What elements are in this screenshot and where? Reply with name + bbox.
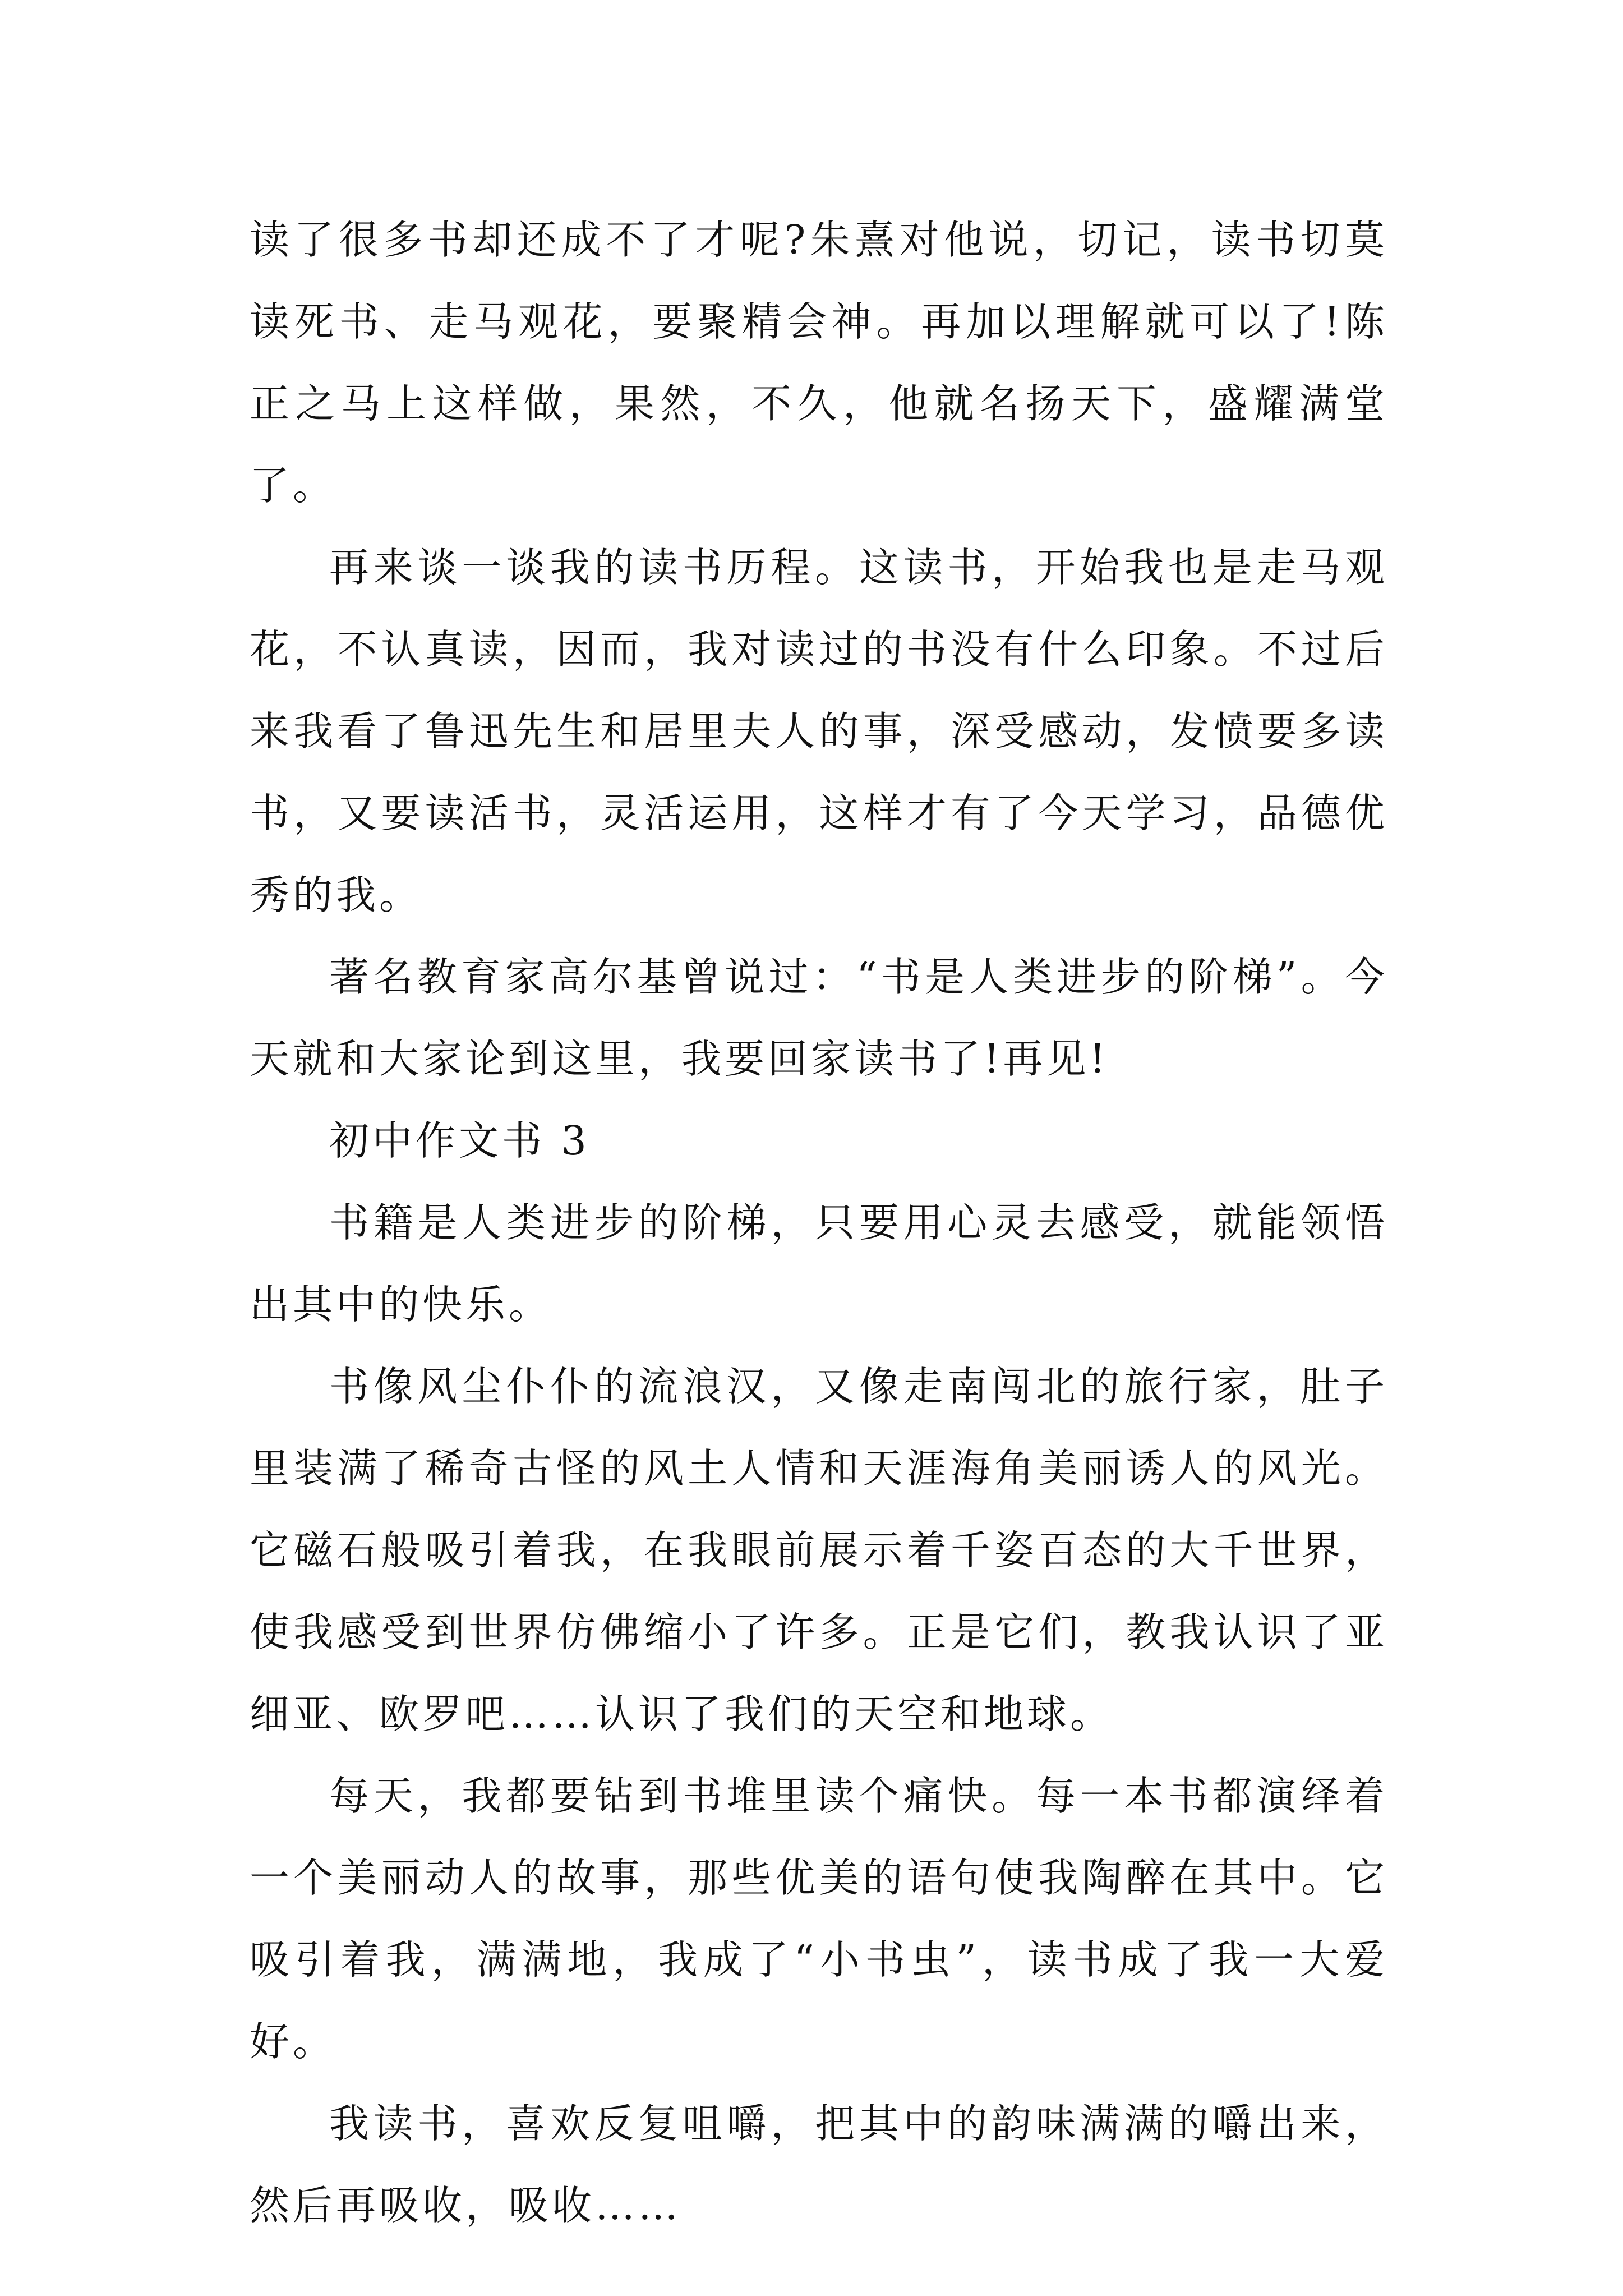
paragraph-daily-reading: 每天，我都要钻到书堆里读个痛快。每一本书都演绎着一个美丽动人的故事，那些优美的语句使我陶醉在其中。它吸引着我，满满地，我成了“小书虫”，读书成了我一大爱好。 (250, 1773, 1388, 2065)
document-body (250, 199, 1388, 2247)
section-heading: 初中作文书 3 (329, 1117, 590, 1164)
paragraph-reading-journey: 再来谈一谈我的读书历程。这读书，开始我也是走马观花，不认真读，因而，我对读过的书没有什么印象。不过后来我看了鲁迅先生和居里夫人的事，深受感动，发愤要多读书，又要读活书，灵活运用，这样才有了今天学习，品德优秀的我。 (250, 544, 1388, 918)
paragraph-savoring: 我读书，喜欢反复咀嚼，把其中的韵味满满的嚼出来，然后再吸收，吸收…… (250, 2100, 1388, 2229)
paragraph-books-ladder: 书籍是人类进步的阶梯，只要用心灵去感受，就能领悟出其中的快乐。 (250, 1199, 1388, 1328)
paragraph-gorky-quote: 著名教育家高尔基曾说过：“书是人类进步的阶梯”。今天就和大家论到这里，我要回家读书了!再见! (250, 954, 1388, 1082)
paragraph-continuation: 读了很多书却还成不了才呢?朱熹对他说，切记，读书切莫读死书、走马观花，要聚精会神。再加以理解就可以了!陈正之马上这样做，果然，不久，他就名扬天下，盛耀满堂了。 (250, 217, 1388, 509)
paragraph-books-traveler: 书像风尘仆仆的流浪汉，又像走南闯北的旅行家，肚子里装满了稀奇古怪的风土人情和天涯海角美丽诱人的风光。它磁石般吸引着我，在我眼前展示着千姿百态的大千世界，使我感受到世界仿佛缩小了许多。正是它们，教我认识了亚细亚、欧罗吧……认识了我们的天空和地球。 (250, 1363, 1388, 1737)
